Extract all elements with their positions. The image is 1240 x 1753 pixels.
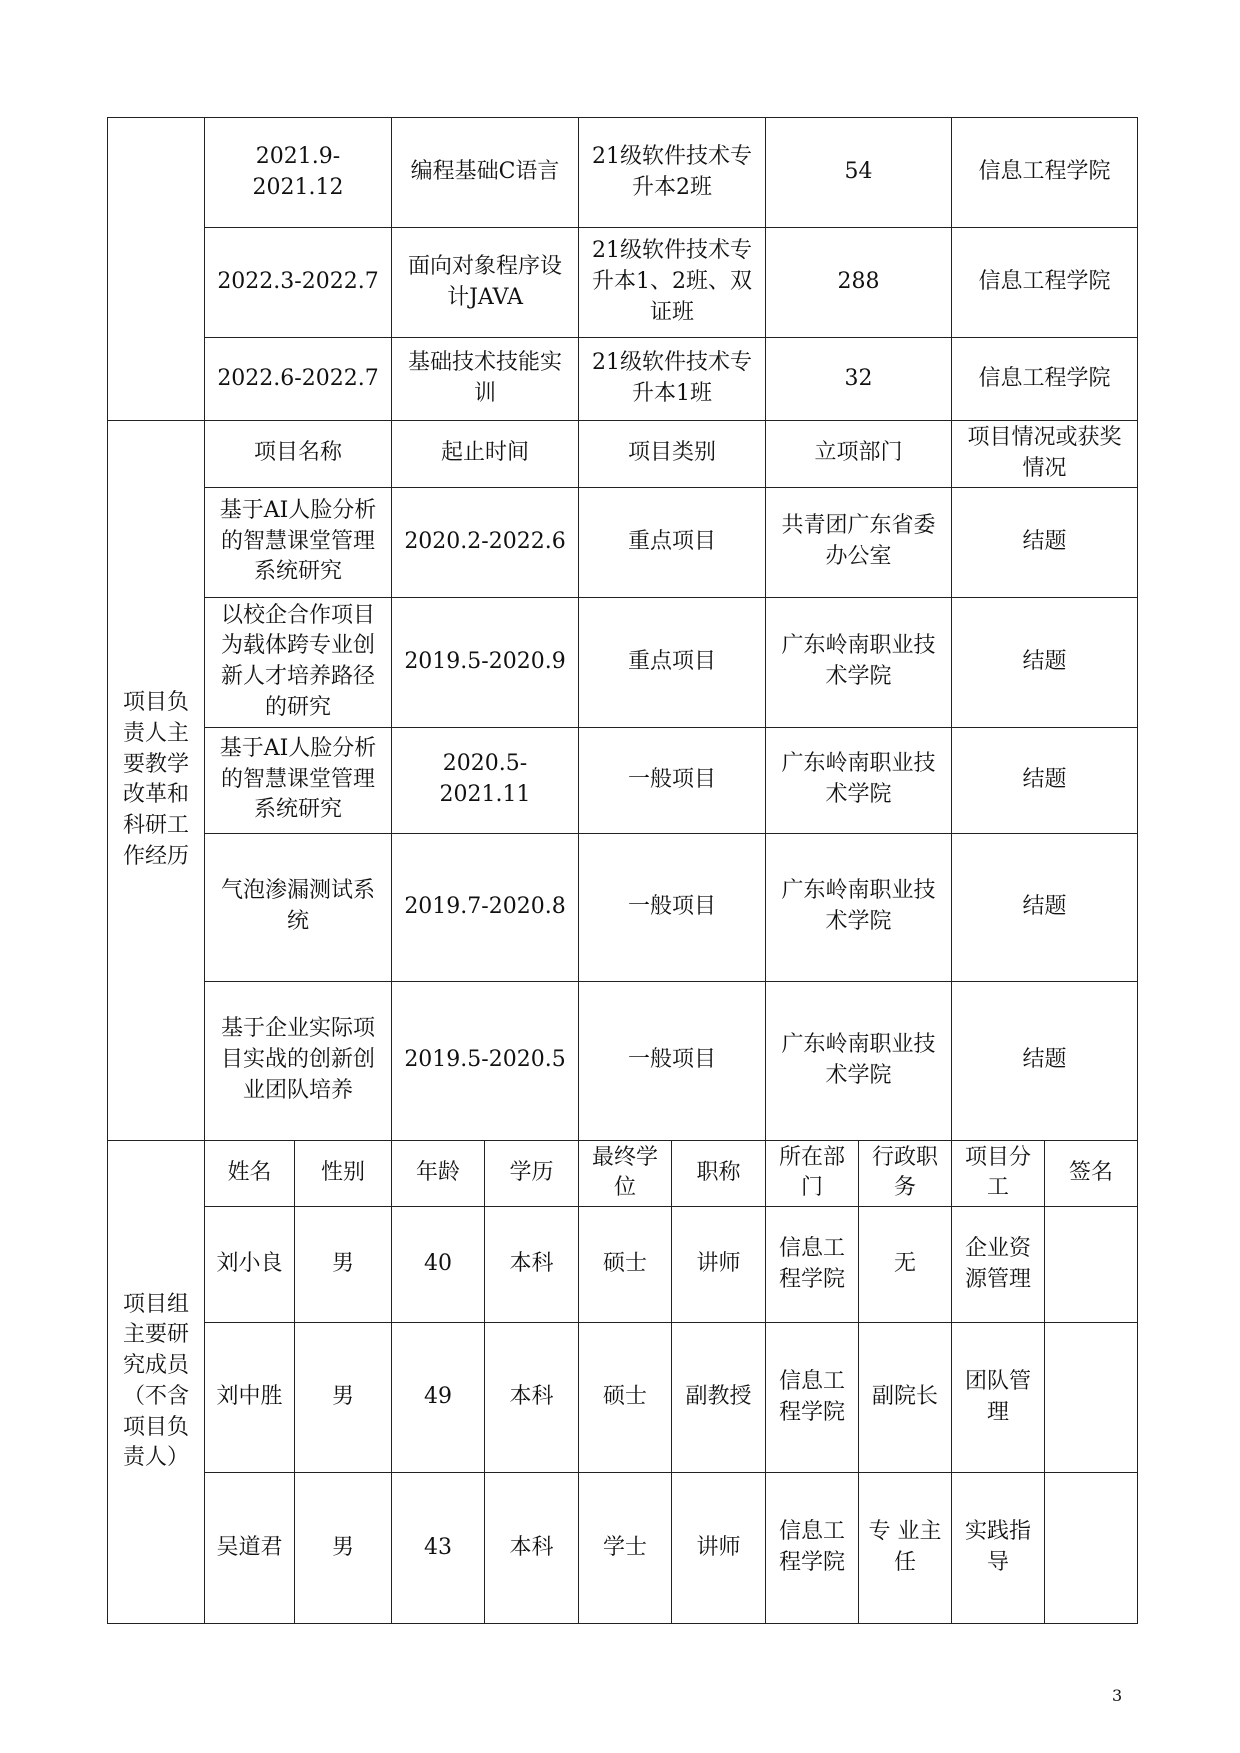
project-category: 一般项目	[579, 981, 766, 1140]
member-signature[interactable]	[1045, 1323, 1138, 1473]
course-students: 54	[766, 118, 952, 228]
member-signature[interactable]	[1045, 1207, 1138, 1323]
member-degree: 学士	[579, 1473, 672, 1624]
project-status: 结题	[952, 981, 1138, 1140]
member-age: 40	[392, 1207, 485, 1323]
projects-header-row	[108, 421, 1138, 488]
project-category: 一般项目	[579, 833, 766, 981]
project-name: 基于AI人脸分析的智慧课堂管理系统研究	[205, 727, 392, 833]
column-header: 项目分工	[952, 1140, 1045, 1207]
course-department: 信息工程学院	[952, 228, 1138, 338]
project-name: 基于AI人脸分析的智慧课堂管理系统研究	[205, 487, 392, 597]
member-name: 刘中胜	[205, 1323, 295, 1473]
column-header: 姓名	[205, 1140, 295, 1207]
member-title: 讲师	[672, 1473, 766, 1624]
column-header: 性别	[295, 1140, 392, 1207]
member-age: 43	[392, 1473, 485, 1624]
course-name: 面向对象程序设计JAVA	[392, 228, 579, 338]
project-department: 广东岭南职业技术学院	[766, 981, 952, 1140]
member-role: 企业资源管理	[952, 1207, 1045, 1323]
column-header: 行政职务	[859, 1140, 952, 1207]
project-row	[108, 981, 1138, 1140]
column-header: 学历	[485, 1140, 579, 1207]
members-section-label: 项目组主要研究成员（不含项目负责人）	[108, 1140, 205, 1624]
projects-section-label: 项目负责人主要教学改革和科研工作经历	[108, 421, 205, 1141]
member-department: 信息工程学院	[766, 1473, 859, 1624]
course-row	[108, 228, 1138, 338]
course-department: 信息工程学院	[952, 338, 1138, 421]
course-students: 288	[766, 228, 952, 338]
column-header: 立项部门	[766, 421, 952, 488]
course-students: 32	[766, 338, 952, 421]
member-education: 本科	[485, 1323, 579, 1473]
column-header: 年龄	[392, 1140, 485, 1207]
project-row	[108, 833, 1138, 981]
member-position: 副院长	[859, 1323, 952, 1473]
member-row	[108, 1323, 1138, 1473]
course-period: 2022.3-2022.7	[205, 228, 392, 338]
member-row	[108, 1207, 1138, 1323]
course-row	[108, 338, 1138, 421]
project-name: 气泡渗漏测试系统	[205, 833, 392, 981]
column-header: 职称	[672, 1140, 766, 1207]
project-category: 重点项目	[579, 487, 766, 597]
column-header: 项目类别	[579, 421, 766, 488]
course-name: 基础技术技能实训	[392, 338, 579, 421]
member-role: 团队管理	[952, 1323, 1045, 1473]
project-period: 2020.5-2021.11	[392, 727, 579, 833]
course-section-label	[108, 118, 205, 421]
project-status: 结题	[952, 833, 1138, 981]
member-department: 信息工程学院	[766, 1323, 859, 1473]
column-header: 最终学位	[579, 1140, 672, 1207]
project-category: 一般项目	[579, 727, 766, 833]
member-education: 本科	[485, 1207, 579, 1323]
project-status: 结题	[952, 597, 1138, 727]
project-department: 广东岭南职业技术学院	[766, 597, 952, 727]
column-header: 起止时间	[392, 421, 579, 488]
course-classes: 21级软件技术专升本2班	[579, 118, 766, 228]
project-period: 2020.2-2022.6	[392, 487, 579, 597]
project-category: 重点项目	[579, 597, 766, 727]
project-period: 2019.7-2020.8	[392, 833, 579, 981]
member-gender: 男	[295, 1323, 392, 1473]
application-form-table	[107, 117, 1138, 1624]
project-department: 广东岭南职业技术学院	[766, 727, 952, 833]
project-department: 共青团广东省委办公室	[766, 487, 952, 597]
course-row	[108, 118, 1138, 228]
project-name: 基于企业实际项目实战的创新创业团队培养	[205, 981, 392, 1140]
member-title: 讲师	[672, 1207, 766, 1323]
member-degree: 硕士	[579, 1207, 672, 1323]
column-header: 项目情况或获奖情况	[952, 421, 1138, 488]
members-header-row	[108, 1140, 1138, 1207]
project-department: 广东岭南职业技术学院	[766, 833, 952, 981]
project-name: 以校企合作项目为载体跨专业创新人才培养路径的研究	[205, 597, 392, 727]
project-period: 2019.5-2020.5	[392, 981, 579, 1140]
page-number: 3	[1112, 1686, 1123, 1705]
project-status: 结题	[952, 727, 1138, 833]
course-period: 2022.6-2022.7	[205, 338, 392, 421]
member-position: 无	[859, 1207, 952, 1323]
column-header: 项目名称	[205, 421, 392, 488]
course-classes: 21级软件技术专升本1、2班、双证班	[579, 228, 766, 338]
member-gender: 男	[295, 1473, 392, 1624]
member-signature[interactable]	[1045, 1473, 1138, 1624]
member-title: 副教授	[672, 1323, 766, 1473]
column-header: 所在部门	[766, 1140, 859, 1207]
course-period: 2021.9-2021.12	[205, 118, 392, 228]
project-row	[108, 487, 1138, 597]
member-name: 刘小良	[205, 1207, 295, 1323]
member-name: 吴道君	[205, 1473, 295, 1624]
member-gender: 男	[295, 1207, 392, 1323]
course-name: 编程基础C语言	[392, 118, 579, 228]
column-header: 签名	[1045, 1140, 1138, 1207]
member-department: 信息工程学院	[766, 1207, 859, 1323]
member-education: 本科	[485, 1473, 579, 1624]
project-row	[108, 597, 1138, 727]
course-department: 信息工程学院	[952, 118, 1138, 228]
project-row	[108, 727, 1138, 833]
project-status: 结题	[952, 487, 1138, 597]
course-classes: 21级软件技术专升本1班	[579, 338, 766, 421]
member-role: 实践指导	[952, 1473, 1045, 1624]
project-period: 2019.5-2020.9	[392, 597, 579, 727]
member-row	[108, 1473, 1138, 1624]
member-position: 专 业主任	[859, 1473, 952, 1624]
member-degree: 硕士	[579, 1323, 672, 1473]
member-age: 49	[392, 1323, 485, 1473]
